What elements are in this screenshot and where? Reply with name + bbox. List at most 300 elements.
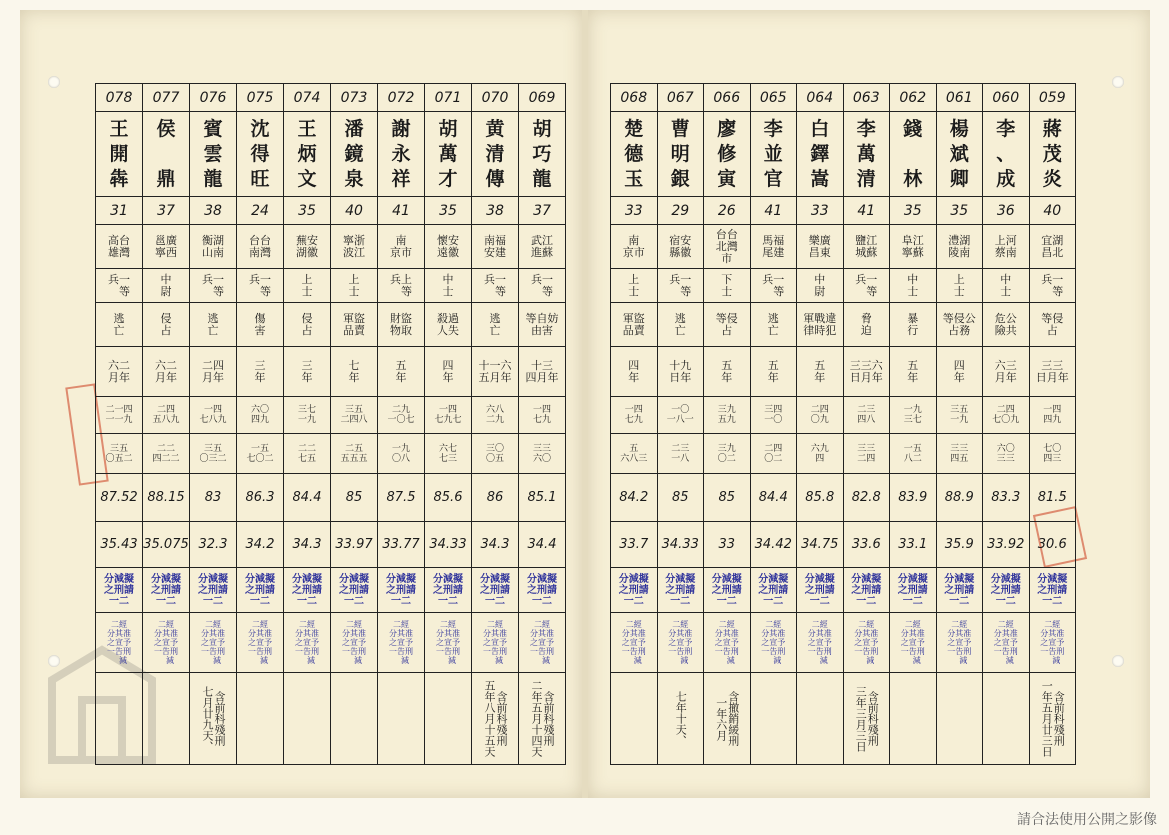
score-cell <box>1029 474 1076 522</box>
sentence-term-cell-text: 十一六 五月年 <box>478 358 512 384</box>
score-cell-text: 84.4 <box>758 490 788 505</box>
sentence-term-cell <box>284 347 331 397</box>
date-cell-text: 三九 五九 <box>717 405 736 425</box>
origin-cell-text: 宿安 縣徽 <box>669 233 692 259</box>
date-cell <box>331 397 378 434</box>
remark-cell-text: 含前科殘刑 五年八月十五天 <box>483 680 508 757</box>
score-cell <box>425 474 472 522</box>
rank-cell <box>750 269 797 303</box>
ledger-row <box>611 303 1076 347</box>
date-cell-text: 二一四 一一九 <box>105 405 133 425</box>
age-cell <box>96 197 143 225</box>
date-cell-text: 七〇 四三 <box>1043 443 1062 464</box>
charge-cell-text: 危公 險共 <box>994 311 1017 337</box>
reduction-request-stamp-text: 分減擬 之刑請 一二 <box>990 573 1021 607</box>
approval-stamp <box>472 613 519 673</box>
usage-watermark: 請合法使用公開之影像 <box>1017 812 1157 828</box>
prisoner-number-cell-text: 074 <box>293 89 321 106</box>
reduction-request-stamp <box>425 568 472 613</box>
origin-cell <box>425 225 472 269</box>
score-cell-text: 30.6 <box>1037 537 1067 552</box>
age-cell <box>983 197 1030 225</box>
charge-cell-text: 殺過 人失 <box>437 311 459 337</box>
date-cell <box>611 434 658 474</box>
approval-stamp <box>797 613 844 673</box>
rank-cell-text: 上 士 <box>953 272 965 298</box>
prisoner-number-cell-text: 069 <box>528 89 556 106</box>
rank-cell <box>1029 269 1076 303</box>
ledger-row <box>611 522 1076 568</box>
reduction-request-stamp-text: 分減擬 之刑請 一二 <box>944 573 975 607</box>
reduction-request-stamp-text: 分減擬 之刑請 一二 <box>711 573 742 607</box>
date-cell-text: 二三 四八 <box>857 405 876 425</box>
ledger-row <box>96 347 566 397</box>
reduction-request-stamp-text: 分減擬 之刑請 一二 <box>527 573 557 607</box>
remark-cell <box>472 673 519 765</box>
rank-cell-text: 上 士 <box>348 272 360 298</box>
date-cell-text: 二三 一八 <box>671 443 690 464</box>
date-cell-text: 一九 三七 <box>903 405 922 425</box>
score-cell-text: 34.75 <box>801 537 839 552</box>
score-cell <box>237 522 284 568</box>
approval-stamp-text: 二經 分其准 之宣予 一告刑 減 <box>389 620 413 665</box>
charge-cell-text: 財盜 物取 <box>390 311 412 337</box>
rank-cell <box>611 269 658 303</box>
prisoner-name-cell <box>96 112 143 197</box>
reduction-request-stamp-text: 分減擬 之刑請 一二 <box>851 573 882 607</box>
score-cell <box>425 522 472 568</box>
rank-cell-text: 兵一 等 <box>855 272 878 298</box>
date-cell-text: 六八 二九 <box>485 405 504 425</box>
ledger-row <box>96 269 566 303</box>
age-cell-text: 41 <box>764 202 783 219</box>
charge-cell-text: 逃 亡 <box>674 311 686 337</box>
charge-cell <box>472 303 519 347</box>
ledger-row <box>611 673 1076 765</box>
approval-stamp-text: 二經 分其准 之宣予 一告刑 減 <box>900 620 925 665</box>
prisoner-number-cell-text: 061 <box>945 89 973 106</box>
approval-stamp-text: 二經 分其准 之宣予 一告刑 減 <box>668 620 693 665</box>
sentence-term-cell <box>472 347 519 397</box>
approval-stamp <box>611 613 658 673</box>
remark-cell <box>750 673 797 765</box>
date-cell-text: 一五 八二 <box>903 443 922 464</box>
reduction-request-stamp-text: 分減擬 之刑請 一二 <box>386 573 416 607</box>
score-cell-text: 88.15 <box>147 490 185 505</box>
remark-cell-text: 七年十天、 <box>674 691 688 746</box>
remark-cell-text: 含撤銷緩刑 一年六月 <box>714 691 740 746</box>
rank-cell <box>519 269 566 303</box>
date-cell-text: 三三 六〇 <box>532 443 551 464</box>
date-cell <box>237 434 284 474</box>
origin-cell <box>96 225 143 269</box>
prisoner-name-cell <box>331 112 378 197</box>
prisoner-number-cell-text: 063 <box>852 89 880 106</box>
prisoner-name-cell-text: 賓 雲 龍 <box>203 117 223 190</box>
rank-cell <box>657 269 704 303</box>
date-cell <box>519 397 566 434</box>
prisoner-name-cell <box>190 112 237 197</box>
sentence-term-cell-text: 六二 月年 <box>108 358 130 384</box>
score-cell-text: 34.3 <box>480 537 510 552</box>
sentence-term-cell-text: 四 年 <box>442 358 454 384</box>
score-cell <box>96 474 143 522</box>
remark-cell <box>143 673 190 765</box>
score-cell <box>704 522 751 568</box>
prisoner-number-cell <box>611 84 658 112</box>
prisoner-number-cell-text: 073 <box>340 89 368 106</box>
score-cell <box>797 522 844 568</box>
ledger-row <box>96 397 566 434</box>
date-cell-text: 三五 二四八 <box>340 405 368 425</box>
score-cell <box>96 522 143 568</box>
origin-cell-text: 鹽江 城蘇 <box>855 233 878 259</box>
reduction-request-stamp <box>519 568 566 613</box>
age-cell-text: 24 <box>251 202 269 219</box>
prisoner-name-cell-text: 黄 清 傳 <box>485 117 505 190</box>
sentence-term-cell <box>983 347 1030 397</box>
prisoner-name-cell <box>843 112 890 197</box>
age-cell <box>519 197 566 225</box>
remark-cell-text: 含前科殘刑 三年三月三日 <box>854 685 880 752</box>
ledger-row <box>96 568 566 613</box>
rank-cell <box>983 269 1030 303</box>
date-cell <box>284 397 331 434</box>
sentence-term-cell-text: 二四 月年 <box>202 358 224 384</box>
score-cell-text: 87.5 <box>386 490 416 505</box>
score-cell-text: 33.6 <box>851 537 881 552</box>
charge-cell <box>190 303 237 347</box>
charge-cell-text: 等侵 占 <box>715 311 738 337</box>
approval-stamp <box>425 613 472 673</box>
age-cell <box>190 197 237 225</box>
date-cell <box>843 397 890 434</box>
score-cell <box>190 474 237 522</box>
sentence-term-cell <box>611 347 658 397</box>
reduction-request-stamp <box>843 568 890 613</box>
score-cell-text: 33.97 <box>335 537 373 552</box>
remark-cell <box>378 673 425 765</box>
origin-cell-text: 南 京市 <box>390 233 412 259</box>
prisoner-number-cell <box>983 84 1030 112</box>
date-cell <box>797 434 844 474</box>
remark-cell <box>936 673 983 765</box>
date-cell <box>472 397 519 434</box>
remark-cell <box>237 673 284 765</box>
date-cell <box>96 397 143 434</box>
age-cell-text: 35 <box>950 202 969 219</box>
age-cell-text: 37 <box>533 202 551 219</box>
rank-cell <box>472 269 519 303</box>
origin-cell-text: 蕪安 湖徽 <box>296 233 318 259</box>
remark-cell <box>284 673 331 765</box>
score-cell <box>611 474 658 522</box>
score-cell-text: 84.4 <box>292 490 322 505</box>
date-cell-text: 三七 一九 <box>297 405 316 425</box>
age-cell-text: 33 <box>624 202 643 219</box>
prisoner-name-cell-text: 王 開 犇 <box>109 117 129 190</box>
prisoner-number-cell <box>1029 84 1076 112</box>
charge-cell <box>797 303 844 347</box>
score-cell-text: 85.1 <box>527 490 557 505</box>
prisoner-number-cell <box>936 84 983 112</box>
prisoner-number-cell <box>190 84 237 112</box>
reduction-request-stamp <box>611 568 658 613</box>
prisoner-name-cell <box>284 112 331 197</box>
sentence-term-cell <box>96 347 143 397</box>
charge-cell <box>890 303 937 347</box>
approval-stamp <box>519 613 566 673</box>
date-cell-text: 五 六八三 <box>620 443 648 464</box>
origin-cell <box>237 225 284 269</box>
approval-stamp-text: 二經 分其准 之宣予 一告刑 減 <box>342 620 366 665</box>
prisoner-number-cell-text: 075 <box>246 89 274 106</box>
score-cell <box>284 474 331 522</box>
approval-stamp <box>237 613 284 673</box>
charge-cell <box>750 303 797 347</box>
sentence-term-cell <box>519 347 566 397</box>
ledger-row <box>611 269 1076 303</box>
score-cell-text: 32.3 <box>198 537 228 552</box>
sentence-term-cell <box>378 347 425 397</box>
reduction-request-stamp <box>750 568 797 613</box>
origin-cell-text: 馬福 尾建 <box>762 233 785 259</box>
charge-cell <box>378 303 425 347</box>
rank-cell-text: 兵一 等 <box>484 272 506 298</box>
ledger-row <box>96 522 566 568</box>
age-cell <box>611 197 658 225</box>
ledger-row <box>611 225 1076 269</box>
score-cell-text: 87.52 <box>100 490 138 505</box>
prisoner-name-cell <box>143 112 190 197</box>
approval-stamp-text: 二經 分其准 之宣予 一告刑 減 <box>436 620 460 665</box>
ledger-row <box>96 112 566 197</box>
prisoner-name-cell <box>425 112 472 197</box>
charge-cell-text: 逃 亡 <box>207 311 219 337</box>
score-cell <box>190 522 237 568</box>
date-cell <box>750 397 797 434</box>
reduction-request-stamp <box>657 568 704 613</box>
prisoner-name-cell <box>983 112 1030 197</box>
date-cell <box>936 434 983 474</box>
charge-cell-text: 侵 占 <box>160 311 172 337</box>
date-cell-text: 六〇 四九 <box>250 405 269 425</box>
prisoner-number-cell-text: 066 <box>713 89 741 106</box>
score-cell-text: 86 <box>486 490 504 505</box>
origin-cell <box>190 225 237 269</box>
charge-cell <box>1029 303 1076 347</box>
approval-stamp-text: 二經 分其准 之宣予 一告刑 減 <box>107 620 131 665</box>
prisoner-name-cell <box>890 112 937 197</box>
date-cell <box>425 397 472 434</box>
age-cell-text: 41 <box>392 202 410 219</box>
origin-cell-text: 阜江 寧蘇 <box>901 233 924 259</box>
date-cell <box>657 434 704 474</box>
reduction-request-stamp <box>96 568 143 613</box>
prisoner-number-cell-text: 076 <box>199 89 227 106</box>
charge-cell-text: 逃 亡 <box>113 311 125 337</box>
prisoner-number-cell <box>378 84 425 112</box>
date-cell <box>890 397 937 434</box>
origin-cell-text: 澧湖 陵南 <box>948 233 971 259</box>
ledger-row <box>96 303 566 347</box>
origin-cell <box>611 225 658 269</box>
score-cell-text: 34.33 <box>661 537 699 552</box>
score-cell-text: 33 <box>718 537 736 552</box>
age-cell-text: 40 <box>345 202 363 219</box>
prisoner-number-cell-text: 067 <box>666 89 694 106</box>
date-cell <box>983 434 1030 474</box>
score-cell-text: 82.8 <box>851 490 881 505</box>
prisoner-name-cell <box>611 112 658 197</box>
prisoner-number-cell <box>657 84 704 112</box>
prisoner-name-cell <box>936 112 983 197</box>
age-cell <box>657 197 704 225</box>
score-cell-text: 34.42 <box>754 537 792 552</box>
rank-cell <box>378 269 425 303</box>
age-cell <box>843 197 890 225</box>
ledger-row <box>96 434 566 474</box>
sentence-term-cell <box>190 347 237 397</box>
reduction-request-stamp <box>143 568 190 613</box>
remark-cell <box>890 673 937 765</box>
charge-cell-text: 脅 迫 <box>860 311 872 337</box>
age-cell <box>143 197 190 225</box>
remark-cell-text: 含前科殘刑 一年五月廿三日 <box>1040 680 1066 757</box>
prisoner-number-cell-text: 068 <box>620 89 648 106</box>
sentence-term-cell-text: 七 年 <box>348 358 360 384</box>
remark-cell <box>190 673 237 765</box>
prisoner-number-cell-text: 059 <box>1038 89 1066 106</box>
remark-cell <box>657 673 704 765</box>
reduction-request-stamp <box>704 568 751 613</box>
sentence-term-cell-text: 六三 月年 <box>994 358 1017 384</box>
ledger-row <box>611 112 1076 197</box>
origin-cell-text: 寧浙 波江 <box>343 233 365 259</box>
age-cell <box>331 197 378 225</box>
origin-cell <box>936 225 983 269</box>
date-cell-text: 一四 七八九 <box>199 405 227 425</box>
origin-cell <box>1029 225 1076 269</box>
remark-cell <box>611 673 658 765</box>
score-cell <box>472 474 519 522</box>
sentence-term-cell-text: 三 年 <box>254 358 266 384</box>
date-cell <box>704 434 751 474</box>
date-cell <box>96 434 143 474</box>
prisoner-name-cell-text: 廖 修 寅 <box>717 117 737 190</box>
sentence-term-cell-text: 五 年 <box>907 358 919 384</box>
sentence-term-cell-text: 十九 日年 <box>669 358 692 384</box>
date-cell <box>890 434 937 474</box>
reduction-request-stamp-text: 分減擬 之刑請 一二 <box>618 573 649 607</box>
charge-cell-text: 傷 害 <box>254 311 266 337</box>
prisoner-name-cell <box>378 112 425 197</box>
date-cell <box>843 434 890 474</box>
score-cell <box>519 522 566 568</box>
prisoner-number-cell-text: 072 <box>387 89 415 106</box>
reduction-request-stamp <box>890 568 937 613</box>
prisoner-name-cell-text: 李 萬 清 <box>856 117 876 190</box>
reduction-request-stamp <box>936 568 983 613</box>
approval-stamp-text: 二經 分其准 之宣予 一告刑 減 <box>854 620 879 665</box>
origin-cell-text: 邕廣 寧西 <box>155 233 177 259</box>
score-cell-text: 85 <box>345 490 363 505</box>
score-cell <box>936 474 983 522</box>
charge-cell-text: 等侵 占 <box>1041 311 1064 337</box>
ledger-row <box>96 673 566 765</box>
age-cell-text: 35 <box>903 202 922 219</box>
reduction-request-stamp <box>983 568 1030 613</box>
ledger-row <box>611 347 1076 397</box>
age-cell <box>890 197 937 225</box>
score-cell <box>704 474 751 522</box>
date-cell <box>1029 397 1076 434</box>
date-cell <box>519 434 566 474</box>
prisoner-name-cell <box>1029 112 1076 197</box>
charge-cell <box>843 303 890 347</box>
sentence-term-cell-text: 五 年 <box>395 358 407 384</box>
remark-cell <box>1029 673 1076 765</box>
age-cell-text: 37 <box>157 202 175 219</box>
age-cell-text: 33 <box>810 202 829 219</box>
score-cell-text: 81.5 <box>1037 490 1067 505</box>
rank-cell-text: 兵上 等 <box>390 272 412 298</box>
ledger-row <box>611 568 1076 613</box>
origin-cell <box>657 225 704 269</box>
date-cell-text: 三〇 〇五 <box>485 443 504 464</box>
date-cell <box>611 397 658 434</box>
origin-cell-text: 上河 蔡南 <box>994 233 1017 259</box>
score-cell-text: 88.9 <box>944 490 974 505</box>
prisoner-name-cell-text: 李 並 官 <box>763 117 783 190</box>
approval-stamp <box>890 613 937 673</box>
sentence-term-cell-text: 三 年 <box>301 358 313 384</box>
prisoner-name-cell-text: 錢 林 <box>903 117 923 190</box>
score-cell-text: 83.3 <box>991 490 1021 505</box>
rank-cell-text: 中 士 <box>442 272 454 298</box>
age-cell <box>936 197 983 225</box>
prisoner-number-cell-text: 064 <box>806 89 834 106</box>
age-cell <box>797 197 844 225</box>
charge-cell <box>519 303 566 347</box>
date-cell-text: 六〇 三三 <box>996 443 1015 464</box>
sentence-term-cell <box>797 347 844 397</box>
prisoner-name-cell-text: 沈 得 旺 <box>250 117 270 190</box>
charge-cell <box>704 303 751 347</box>
remark-cell <box>425 673 472 765</box>
prisoner-name-cell <box>657 112 704 197</box>
approval-stamp <box>378 613 425 673</box>
prisoner-number-cell <box>797 84 844 112</box>
date-cell-text: 二二 四二二 <box>152 443 180 464</box>
rank-cell-text: 上 士 <box>628 272 640 298</box>
date-cell-text: 二五 五五五 <box>340 443 368 464</box>
score-cell <box>890 474 937 522</box>
origin-cell <box>472 225 519 269</box>
rank-cell <box>237 269 284 303</box>
reduction-request-stamp-text: 分減擬 之刑請 一二 <box>804 573 835 607</box>
date-cell-text: 二四 七〇九 <box>992 405 1020 425</box>
score-cell <box>611 522 658 568</box>
right-ledger-table <box>610 83 1076 765</box>
approval-stamp-text: 二經 分其准 之宣予 一告刑 減 <box>295 620 319 665</box>
ledger-row <box>96 197 566 225</box>
charge-cell-text: 軍盜 品賣 <box>622 311 645 337</box>
date-cell-text: 三五 〇三二 <box>199 443 227 464</box>
origin-cell-text: 樂廣 昌東 <box>808 233 831 259</box>
prisoner-number-cell <box>704 84 751 112</box>
approval-stamp-text: 二經 分其准 之宣予 一告刑 減 <box>761 620 786 665</box>
